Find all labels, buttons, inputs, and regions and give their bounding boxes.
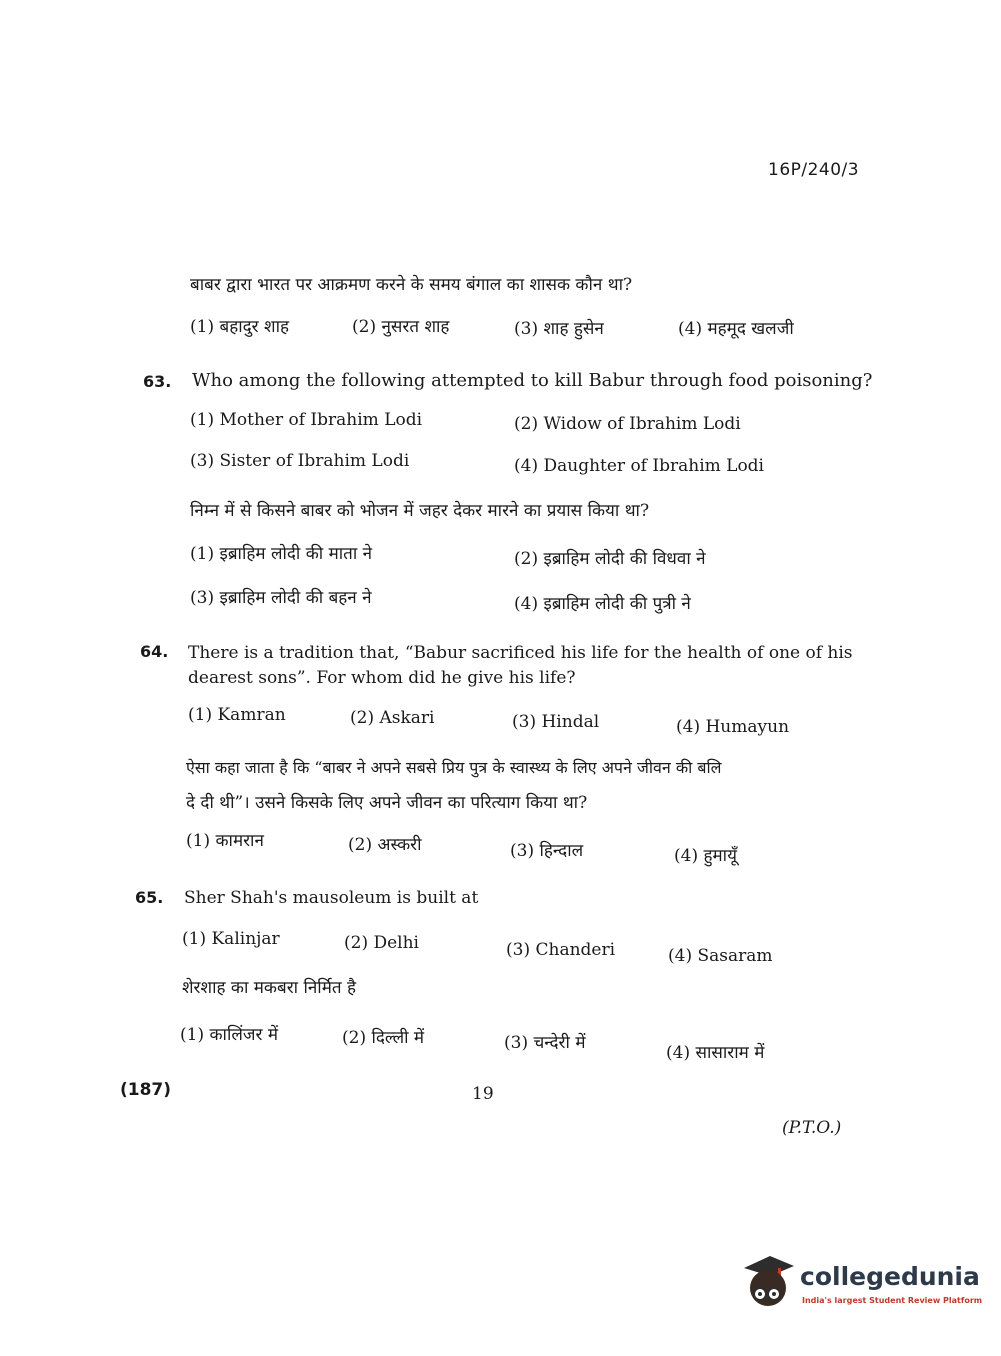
q65-hindi-option-3: (3) चन्देरी में	[504, 1033, 586, 1053]
q64-option-1: (1) Kamran	[188, 705, 286, 725]
q65-option-1: (1) Kalinjar	[182, 929, 280, 949]
q64-option-2: (2) Askari	[350, 708, 435, 728]
q64-hindi-option-1: (1) कामरान	[186, 831, 264, 851]
q62-hindi-option-2: (2) नुसरत शाह	[352, 317, 450, 337]
q64-hindi-option-3: (3) हिन्दाल	[510, 841, 584, 861]
q63-number: 63.	[143, 372, 172, 391]
q63-option-3: (3) Sister of Ibrahim Lodi	[190, 451, 410, 471]
q63-option-1: (1) Mother of Ibrahim Lodi	[190, 410, 423, 430]
q63-hindi-option-4: (4) इब्राहिम लोदी की पुत्री ने	[514, 594, 691, 614]
q63-hindi-option-2: (2) इब्राहिम लोदी की विधवा ने	[514, 549, 706, 569]
q65-option-3: (3) Chanderi	[506, 940, 616, 960]
q65-hindi-question: शेरशाह का मकबरा निर्मित है	[182, 978, 356, 998]
q65-hindi-option-4: (4) सासाराम में	[666, 1043, 765, 1063]
q65-option-2: (2) Delhi	[344, 933, 419, 953]
q65-hindi-option-2: (2) दिल्ली में	[342, 1028, 425, 1048]
q64-hindi-option-2: (2) अस्करी	[348, 835, 422, 855]
q65-option-4: (4) Sasaram	[668, 946, 773, 966]
q64-hindi-line-2: दे दी थी”। उसने किसके लिए अपने जीवन का परित्याग किया था?	[186, 793, 588, 813]
q63-hindi-question: निम्न में से किसने बाबर को भोजन में जहर देकर मारने का प्रयास किया था?	[190, 501, 650, 521]
collegedunia-mascot-icon	[740, 1250, 796, 1312]
q64-option-3: (3) Hindal	[512, 712, 600, 732]
q64-question-line-1: There is a tradition that, “Babur sacrificed his life for the health of one of his	[188, 643, 853, 663]
page-number: 19	[472, 1084, 494, 1104]
q62-hindi-question: बाबर द्वारा भारत पर आक्रमण करने के समय बंगाल का शासक कौन था?	[190, 275, 633, 295]
q64-number: 64.	[140, 642, 169, 661]
q63-hindi-option-3: (3) इब्राहिम लोदी की बहन ने	[190, 588, 372, 608]
q63-question: Who among the following attempted to kill Babur through food poisoning?	[192, 370, 873, 391]
q63-option-4: (4) Daughter of Ibrahim Lodi	[514, 456, 764, 476]
q64-option-4: (4) Humayun	[676, 717, 790, 737]
q64-hindi-line-1: ऐसा कहा जाता है कि “बाबर ने अपने सबसे प्रिय पुत्र के स्वास्थ्य के लिए अपने जीवन की बलि	[186, 758, 722, 777]
collegedunia-watermark	[740, 1248, 990, 1318]
q65-question: Sher Shah's mausoleum is built at	[184, 888, 479, 908]
brand-tagline: India's largest Student Review Platform	[802, 1296, 983, 1305]
set-code: (187)	[120, 1080, 172, 1100]
q62-hindi-option-4: (4) महमूद खलजी	[678, 319, 794, 339]
paper-code: 16P/240/3	[768, 160, 860, 180]
q62-hindi-option-3: (3) शाह हुसेन	[514, 319, 604, 339]
q65-hindi-option-1: (1) कालिंजर में	[180, 1025, 279, 1045]
q64-question-line-2: dearest sons”. For whom did he give his life?	[188, 668, 576, 688]
q63-option-2: (2) Widow of Ibrahim Lodi	[514, 414, 741, 434]
q64-hindi-option-4: (4) हुमायूँ	[674, 846, 737, 866]
brand-name: collegedunia	[800, 1262, 980, 1291]
q63-hindi-option-1: (1) इब्राहिम लोदी की माता ने	[190, 544, 373, 564]
pto-label: (P.T.O.)	[782, 1118, 842, 1138]
q62-hindi-option-1: (1) बहादुर शाह	[190, 317, 289, 337]
q65-number: 65.	[135, 888, 164, 907]
